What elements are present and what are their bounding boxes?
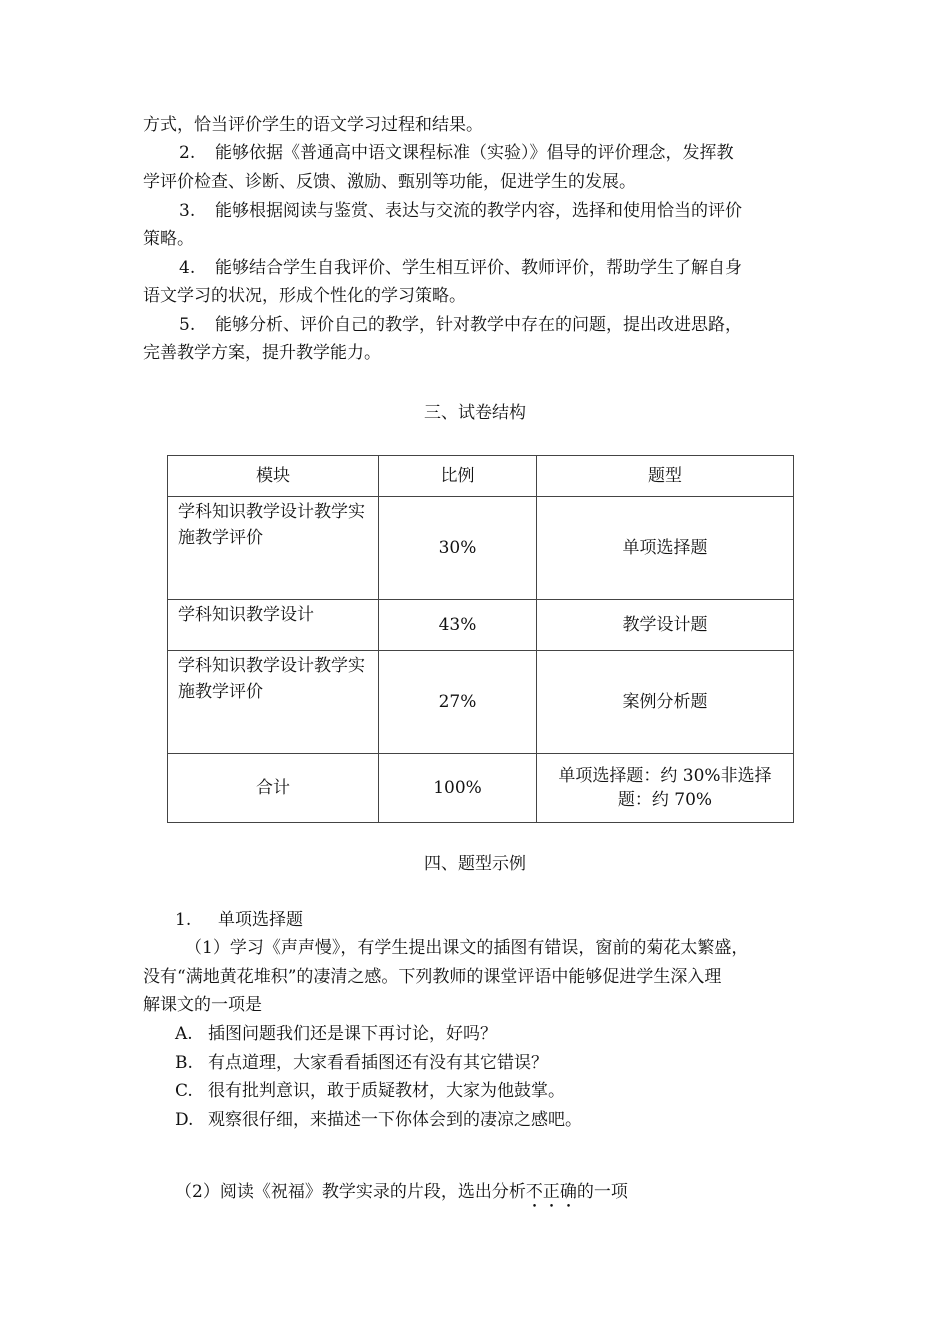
- row-2-module: 学科知识教学设计: [168, 600, 379, 651]
- item-3-number: 3.: [179, 201, 196, 221]
- q1-line-3: 解课文的一项是: [143, 995, 262, 1015]
- option-b-text: 有点道理，大家看看插图还有没有其它错误？: [208, 1053, 548, 1073]
- header-ratio: 比例: [379, 456, 537, 497]
- item-4-text: 能够结合学生自我评价、学生相互评价、教师评价，帮助学生了解自身: [215, 258, 742, 278]
- option-c-text: 很有批判意识，敢于质疑教材，大家为他鼓掌。: [208, 1081, 565, 1101]
- option-d-letter: D.: [175, 1110, 194, 1130]
- row-2-type: 教学设计题: [537, 600, 794, 651]
- total-ratio: 100%: [379, 754, 537, 823]
- item-2-text: 能够依据《普通高中语文课程标准（实验）》倡导的评价理念，发挥教: [215, 143, 734, 163]
- row-2-ratio: 43%: [379, 600, 537, 651]
- item-4-number: 4.: [179, 258, 196, 278]
- q1-option-a: [175, 1023, 497, 1045]
- option-c-letter: C.: [175, 1081, 193, 1101]
- item-3-line-1: [179, 200, 859, 222]
- section-4-title: 四、题型示例: [424, 854, 526, 874]
- q2-prefix: （2）阅读《祝福》教学实录的片段，选出分析: [175, 1182, 526, 1202]
- item-5-text: 能够分析、评价自己的教学，针对教学中存在的问题，提出改进思路，: [215, 315, 742, 335]
- item-4-line-1: [179, 257, 859, 279]
- item-5-number: 5.: [179, 315, 196, 335]
- exam-structure-table: [167, 455, 794, 823]
- question-type-label: 单项选择题: [218, 910, 303, 930]
- total-module: 合计: [168, 754, 379, 823]
- item-2-number: 2.: [179, 143, 196, 163]
- intro-line: 方式，恰当评价学生的语文学习过程和结果。: [143, 115, 483, 135]
- row-3-type: 案例分析题: [537, 651, 794, 754]
- q1-line-1: （1）学习《声声慢》，有学生提出课文的插图有错误，窗前的菊花太繁盛，: [185, 938, 749, 958]
- q1-option-b: [175, 1052, 548, 1074]
- option-d-text: 观察很仔细，来描述一下你体会到的凄凉之感吧。: [208, 1110, 582, 1130]
- row-3-ratio: 27%: [379, 651, 537, 754]
- table-row: [168, 651, 794, 754]
- table-row: [168, 497, 794, 600]
- total-type-line-2: 题：约 70%: [617, 790, 713, 810]
- item-3-text: 能够根据阅读与鉴赏、表达与交流的教学内容，选择和使用恰当的评价: [215, 201, 742, 221]
- item-4-line-2: 语文学习的状况，形成个性化的学习策略。: [143, 286, 466, 306]
- section-3-title: 三、试卷结构: [424, 403, 526, 423]
- item-2-line-1: [179, 142, 859, 164]
- total-type: [537, 754, 794, 823]
- item-2-line-2: 学评价检查、诊断、反馈、激励、甄别等功能，促进学生的发展。: [143, 172, 636, 192]
- item-5-line-1: [179, 314, 859, 336]
- q2-prompt: [175, 1181, 855, 1212]
- table-total-row: [168, 754, 794, 823]
- question-type-heading: [175, 909, 855, 931]
- q1-option-c: [175, 1080, 565, 1102]
- total-type-line-1: 单项选择题：约 30%非选择: [558, 766, 772, 786]
- option-a-text: 插图问题我们还是课下再讨论，好吗？: [208, 1024, 497, 1044]
- item-3-line-2: 策略。: [143, 229, 194, 249]
- q2-suffix: 的一项: [576, 1182, 628, 1202]
- q1-option-d: [175, 1109, 582, 1131]
- table-row: [168, 600, 794, 651]
- item-5-line-2: 完善教学方案，提升教学能力。: [143, 343, 381, 363]
- row-1-ratio: 30%: [379, 497, 537, 600]
- q2-emphasis: 不正确: [525, 1182, 577, 1202]
- option-a-letter: A.: [175, 1024, 193, 1044]
- header-module: 模块: [168, 456, 379, 497]
- question-type-number: 1.: [175, 910, 192, 930]
- q1-line-2: 没有“满地黄花堆积”的凄清之感。下列教师的课堂评语中能够促进学生深入理: [143, 967, 722, 987]
- row-1-module: 学科知识教学设计教学实施教学评价: [168, 497, 379, 600]
- option-b-letter: B.: [175, 1053, 193, 1073]
- table-header-row: [168, 456, 794, 497]
- header-type: 题型: [537, 456, 794, 497]
- row-3-module: 学科知识教学设计教学实施教学评价: [168, 651, 379, 754]
- row-1-type: 单项选择题: [537, 497, 794, 600]
